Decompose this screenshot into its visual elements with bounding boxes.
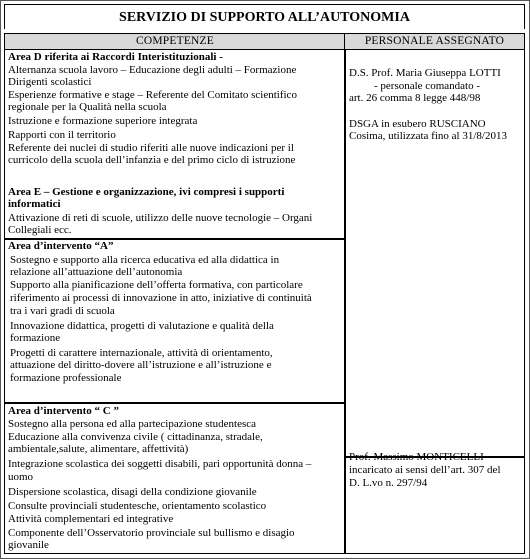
area-a-heading: Area d’intervento “A” [8,240,114,252]
area-d-item: Esperienze formative e stage – Referente del Comitato scientifico [8,89,297,101]
area-a-item: formazione [10,332,61,344]
area-d-item: Dirigenti scolastici [8,76,92,88]
area-a-item: relazione all’attuazione dell’autonomia [10,266,183,278]
personale-line: art. 26 comma 8 legge 448/98 [349,92,481,104]
area-c-item: Attività complementari ed integrative [8,513,174,525]
area-a-item: Innovazione didattica, progetti di valutazione e qualità della [10,320,274,332]
area-d-item: Rapporti con il territorio [8,129,116,141]
area-a-item: Supporto alla pianificazione dell’offerta formativa, con particolare [10,279,303,291]
area-d-item: Istruzione e formazione superiore integrata [8,115,198,127]
area-c-item: giovanile [8,539,49,551]
area-c-item: Consulte provinciali studentesche, orientamento scolastico [8,500,267,512]
area-c-item: uomo [8,471,34,483]
personale-line: DSGA in esubero RUSCIANO [349,118,486,130]
personale-line: D. L.vo n. 297/94 [349,477,428,489]
area-a-item: tra i vari gradi di scuola [10,305,115,317]
area-e-heading: informatici [8,198,61,210]
document-title: SERVIZIO DI SUPPORTO ALL’AUTONOMIA [4,4,525,29]
area-a-item: formazione professionale [10,372,122,384]
area-e-item: Attivazione di reti di scuole, utilizzo delle nuove tecnologie – Organi [8,212,313,224]
personale-line: incaricato ai sensi dell’art. 307 del [349,464,501,476]
personale-line: Prof. Massimo MONTICELLI - [349,451,491,463]
area-c-item: Educazione alla convivenza civile ( cittadinanza, stradale, [8,431,263,443]
personale-line: - personale comandato - [374,80,480,92]
personale-line: D.S. Prof. Maria Giuseppa LOTTI [349,67,501,79]
area-c-item: ambientale,salute, alimentare, affettività) [8,443,189,455]
area-c-heading: Area d’intervento “ C ” [8,405,119,417]
area-c-item: Componente dell’Osservatorio provinciale sul bullismo e disagio [8,527,295,539]
area-d-heading: Area D riferita ai Raccordi Interistituzionali - [8,51,223,63]
area-a-item: attuazione del diritto-dovere all’istruzione e all’istruzione e [10,359,272,371]
header-personale-assegnato: PERSONALE ASSEGNATO [344,33,525,50]
area-a-item: Progetti di carattere internazionale, attività di orientamento, [10,347,273,359]
area-a-item: riferimento ai processi di innovazione in atto, iniziative di continuità [10,292,312,304]
area-d-item: regionale per la Qualità nella scuola [8,101,167,113]
area-d-item: Alternanza scuola lavoro – Educazione degli adulti – Formazione [8,64,297,76]
area-d-item: Referente dei nuclei di studio riferiti alle nuove indicazioni per il [8,142,294,154]
personale-line: Cosima, utilizzata fino al 31/8/2013 [349,130,507,142]
area-e-item: Collegiali ecc. [8,224,72,236]
header-competenze: COMPETENZE [4,33,346,50]
area-c-item: Dispersione scolastica, disagi della condizione giovanile [8,486,257,498]
personale-cell-1 [344,49,525,458]
area-a-item: Sostegno e supporto alla ricerca educativa ed alla didattica in [10,254,280,266]
area-c-item: Sostegno alla persona ed alla partecipazione studentesca [8,418,257,430]
area-c-item: Integrazione scolastica dei soggetti disabili, pari opportunità donna – [8,458,312,470]
area-d-item: curricolo della scuola dell’infanzia e del primo ciclo di istruzione [8,154,296,166]
area-e-heading: Area E – Gestione e organizzazione, ivi compresi i supporti [8,186,285,198]
